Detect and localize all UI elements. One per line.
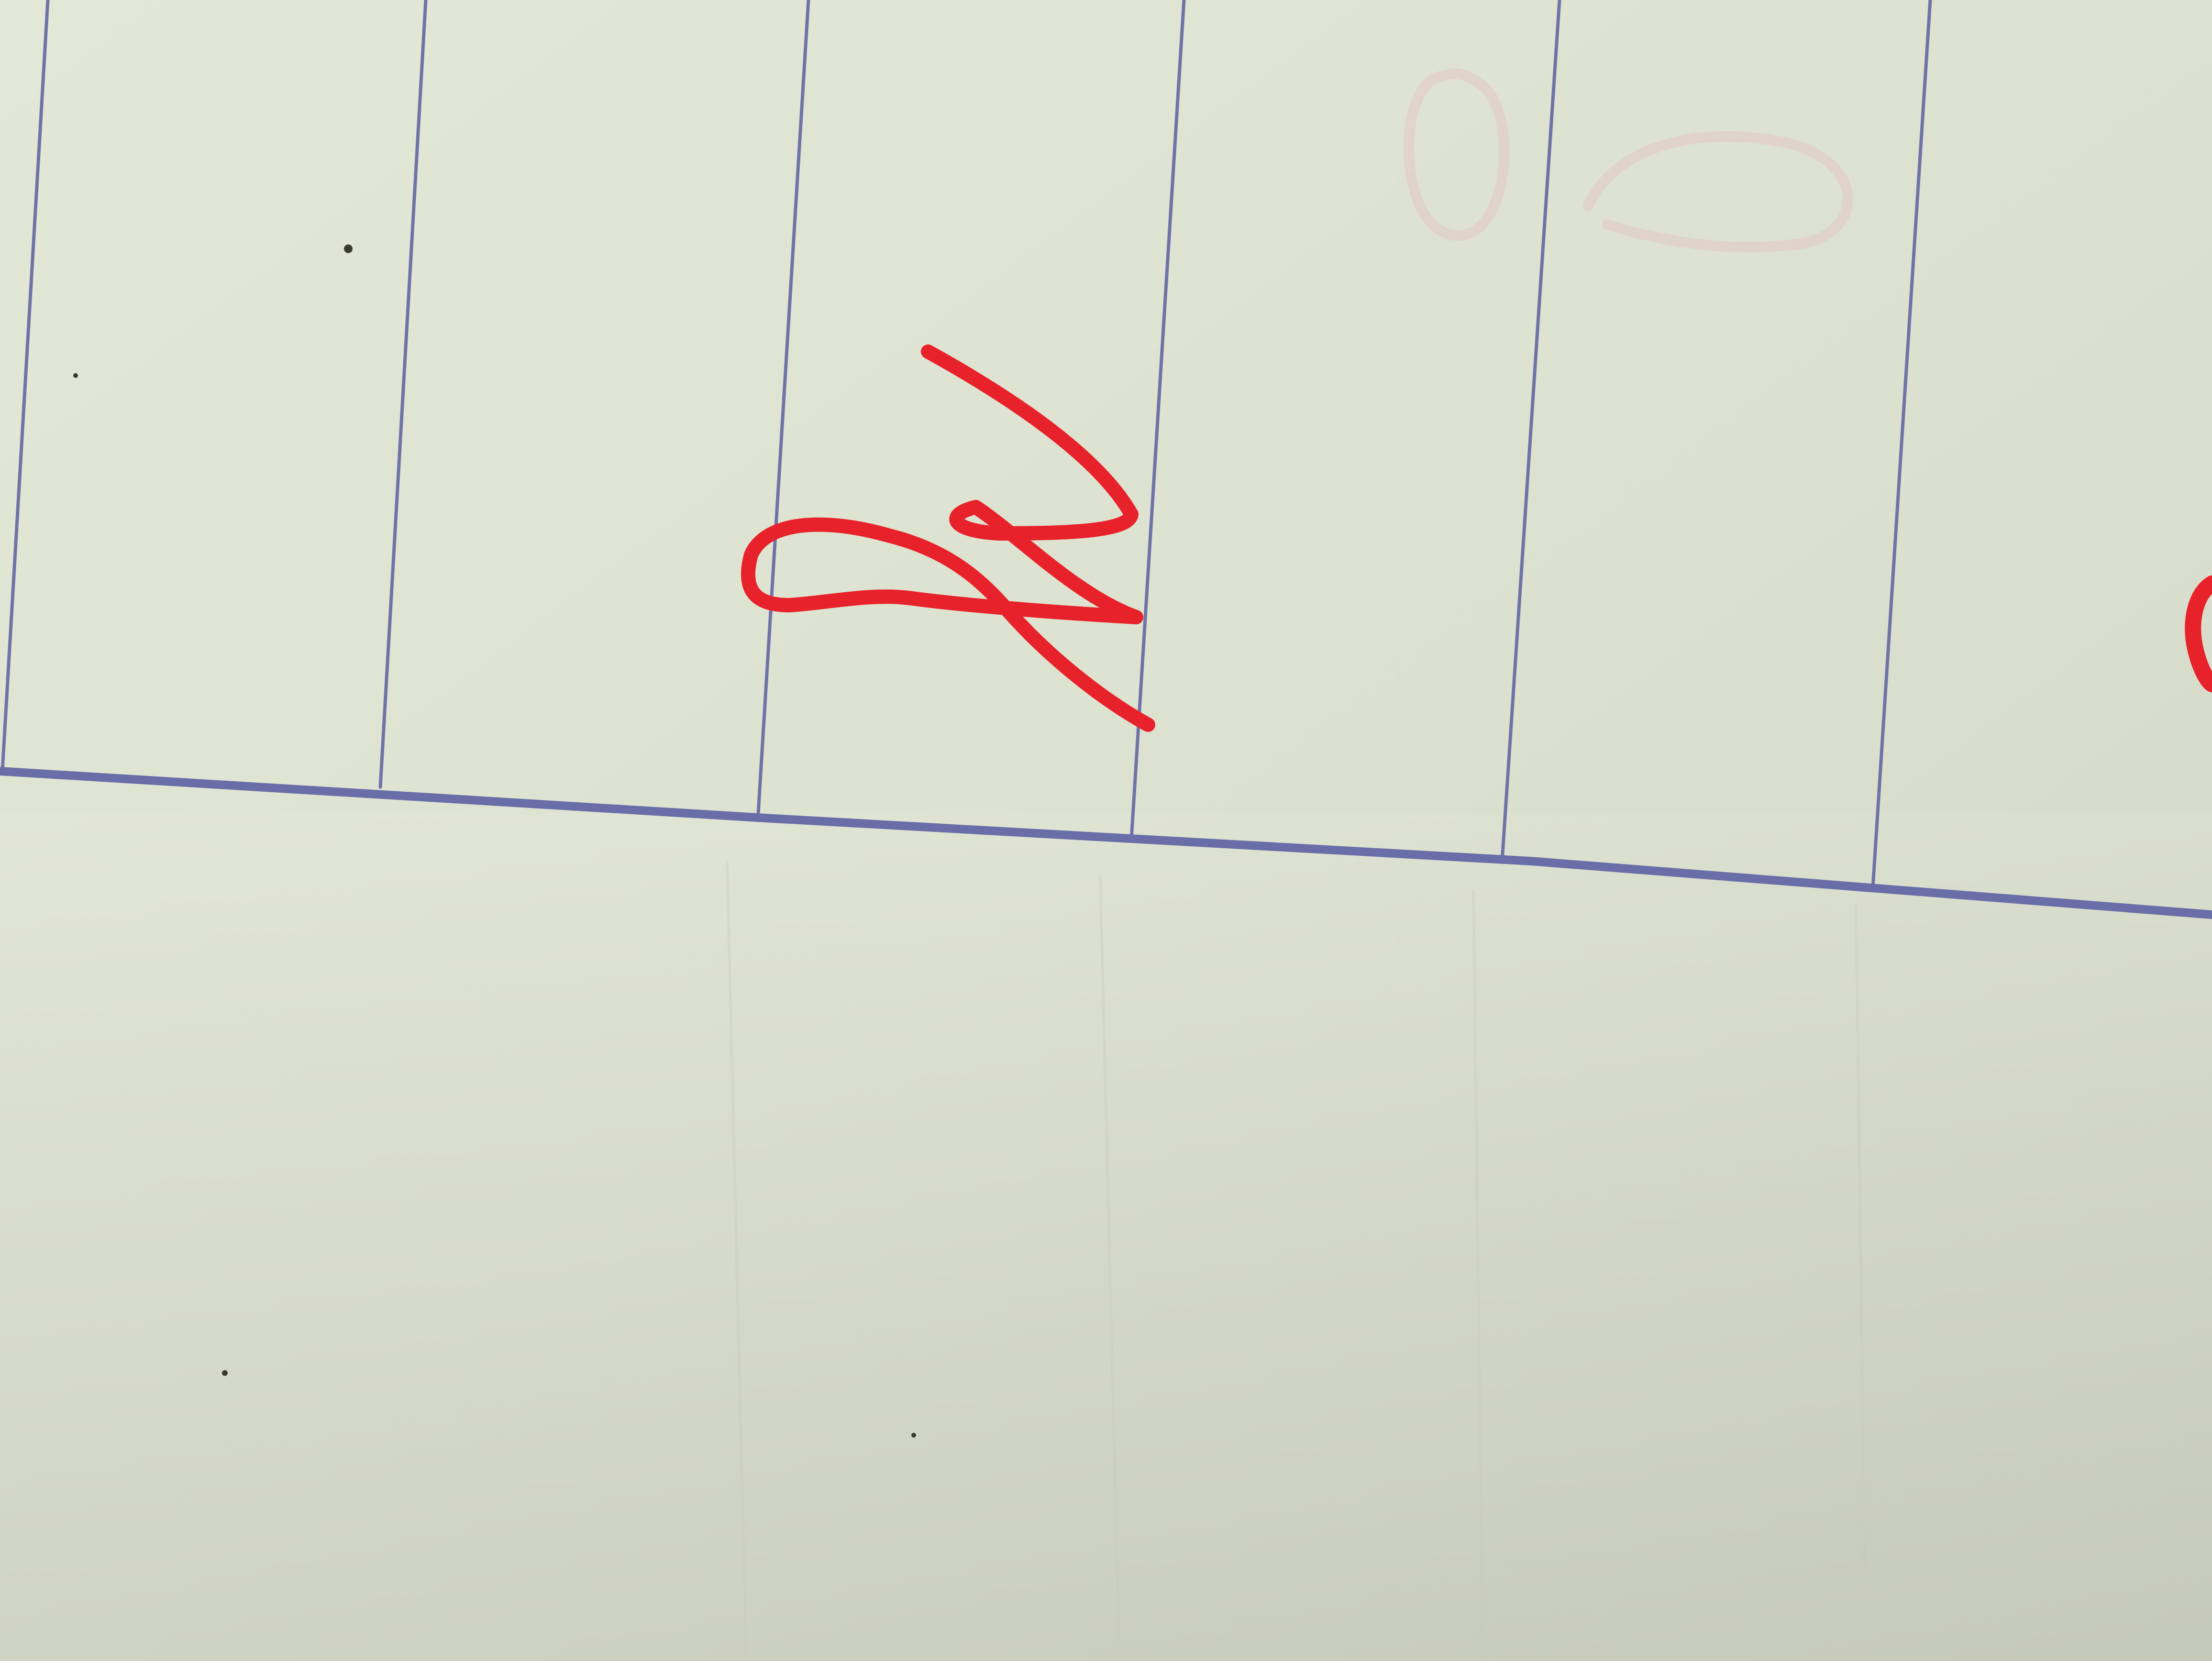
paper-speck [73, 373, 78, 378]
paper-speck [222, 1370, 228, 1376]
paper-lower-shading [0, 813, 2212, 1661]
paper-speck [344, 244, 353, 253]
paper-speck [911, 1433, 916, 1438]
